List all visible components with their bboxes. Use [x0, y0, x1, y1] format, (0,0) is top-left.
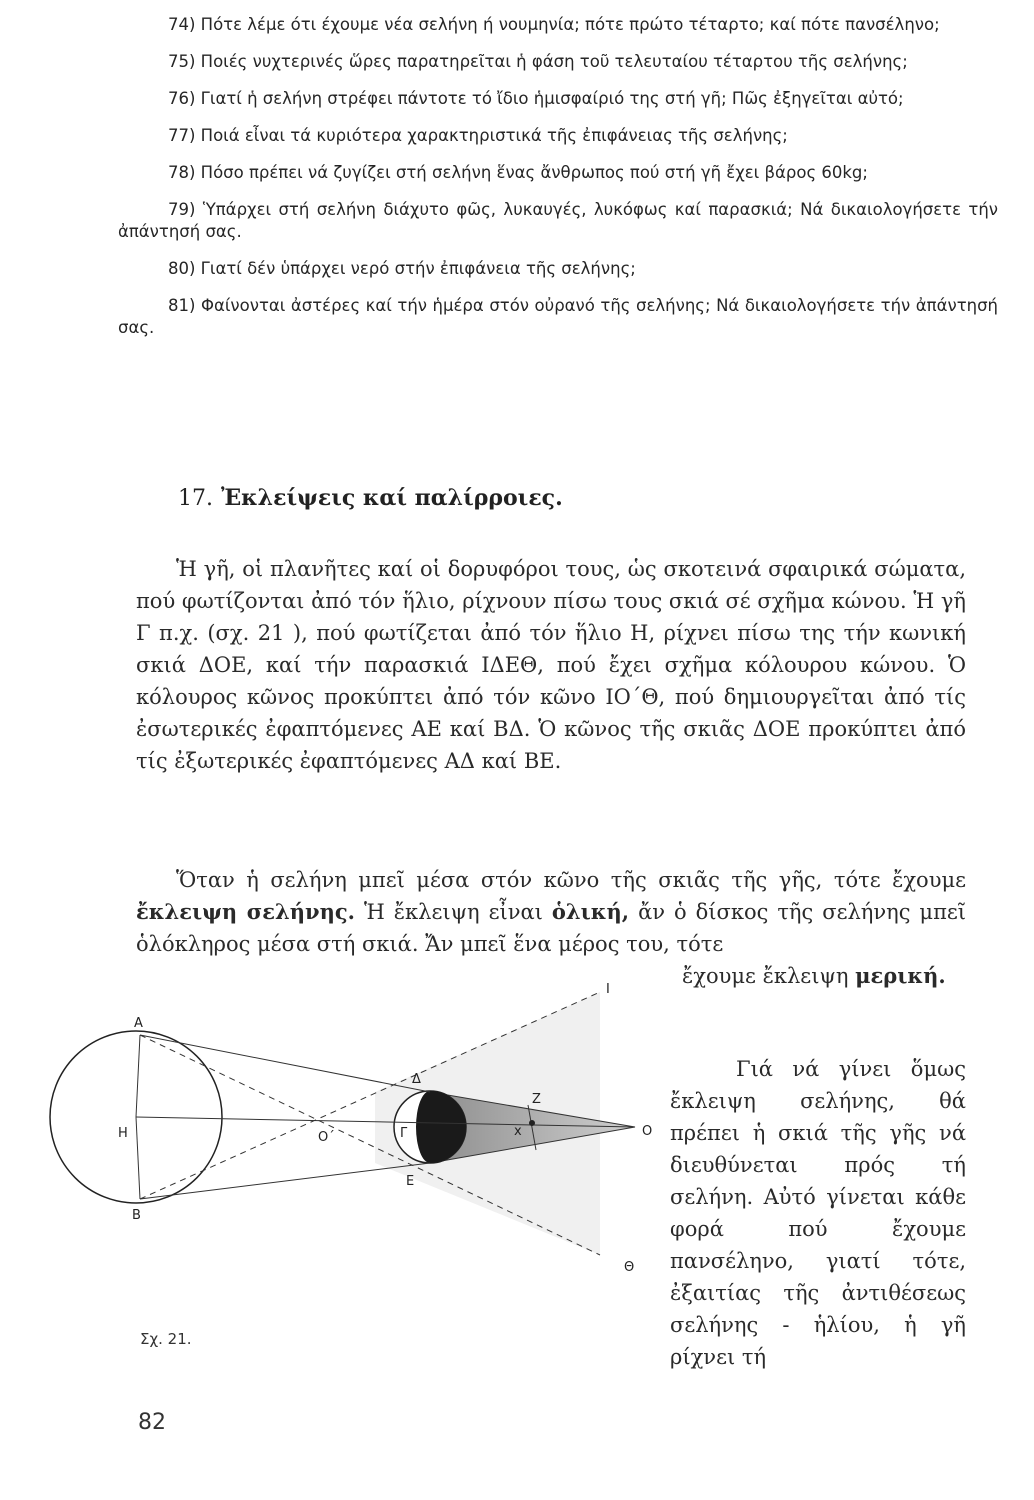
review-questions	[118, 14, 998, 354]
bold-term-lunar-eclipse: ἔκλειψη σελήνης.	[136, 899, 355, 924]
question-77: 77) Ποιά εἶναι τά κυριότερα χαρακτηριστικά τῆς ἐπιφάνειας τῆς σελήνης;	[168, 126, 788, 145]
label-i: Ι	[606, 982, 610, 997]
label-o: O	[642, 1124, 653, 1139]
label-a: Α	[134, 1016, 143, 1031]
label-d: Δ	[412, 1072, 421, 1087]
sun-radius-b	[136, 1117, 140, 1199]
question-80: 80) Γιατί δέν ὑπάρχει νερό στήν ἐπιφάνεια τῆς σελήνης;	[168, 259, 636, 278]
figure-caption: Σχ. 21.	[140, 1330, 192, 1348]
section-number: 17.	[178, 486, 213, 511]
paragraph-eclipse-condition: Γιά νά γίνει ὅμως ἔκλειψη σελήνης, θά πρέπει ἡ σκιά τῆς γῆς νά διευθύνεται πρός τή σελήνη. Αὐτό γίνεται κάθε φορά πού ἔχουμε πανσέληνο, γιατί τότε, ἐξαιτίας τῆς ἀντιθέσεως σελήνης - ἡλίου, ἡ γῆ ρίχνει τή	[670, 1057, 966, 1369]
label-x: x	[514, 1124, 522, 1139]
question-78: 78) Πόσο πρέπει νά ζυγίζει στή σελήνη ἕνας ἄνθρωπος πού στή γῆ ἔχει βάρος 60kg;	[168, 163, 868, 182]
tangent-be	[140, 1163, 430, 1199]
paragraph-text: Ἡ ἔκλειψη εἶναι	[354, 900, 552, 924]
sun-radius-a	[136, 1035, 140, 1117]
question-79: 79) Ὑπάρχει στή σελήνη διάχυτο φῶς, λυκαυγές, λυκόφως καί παρασκιά; Νά δικαιολογήσετε τήν ἀπάντησή σας.	[118, 200, 998, 241]
label-b: Β	[132, 1208, 141, 1223]
label-th: Θ	[624, 1260, 635, 1275]
bold-term-total: ὁλική,	[551, 899, 630, 924]
section-title-text: Ἐκλείψεις καί παλίρροιες.	[221, 485, 563, 511]
question-76: 76) Γιατί ἡ σελήνη στρέφει πάντοτε τό ἴδιο ἡμισφαίριό της στή γῆ; Πῶς ἐξηγεῖται αὐτό;	[168, 89, 904, 108]
question-81: 81) Φαίνονται ἀστέρες καί τήν ἡμέρα στόν οὐρανό τῆς σελήνης; Νά δικαιολογήσετε τήν ἀπάντησή σας.	[118, 296, 998, 337]
label-g: Γ	[400, 1126, 408, 1141]
label-z: Z	[532, 1092, 541, 1107]
bold-term-partial: μερική.	[855, 963, 946, 988]
moon-dot	[529, 1120, 535, 1126]
page-number: 82	[138, 1410, 166, 1435]
paragraph-text: Ὅταν ἡ σελήνη μπεῖ μέσα στόν κῶνο τῆς σκιᾶς τῆς γῆς, τότε ἔχουμε	[176, 868, 966, 892]
section-heading	[178, 485, 563, 511]
paragraph-shadow-cones: Ἡ γῆ, οἱ πλανῆτες καί οἱ δορυφόροι τους, ὡς σκοτεινά σφαιρικά σώματα, πού φωτίζονται ἀπό τόν ἥλιο, ρίχνουν πίσω τους σκιά σέ σχῆμα κώνου. Ἡ γῆ Γ π.χ. (σχ. 21 ), πού φωτίζεται ἀπό τόν ἥλιο Η, ρίχνει πίσω της τήν κωνική σκιά ΔΟΕ, καί τήν παρασκιά ΙΔΕΘ, πού ἔχει σχῆμα κόλουρου κώνου. Ὁ κόλουρος κῶνος προκύπτει ἀπό τόν κῶνο ΙΟ΄Θ, πού δημιουργεῖται ἀπό τίς ἐσωτερικές ἐφαπτόμενες ΑΕ καί ΒΔ. Ὁ κῶνος τῆς σκιᾶς ΔΟΕ προκύπτει ἀπό τίς ἐξωτερικές ἐφαπτόμενες ΑΔ καί ΒΕ.	[136, 557, 966, 773]
eclipse-diagram	[40, 975, 660, 1315]
label-h: Η	[118, 1126, 128, 1141]
paragraph-text: ἄν ὁ δίσκος τῆς σελήνης μπεῖ ὁλόκληρος μέσα στή σκιά. Ἄν μπεῖ ἕνα μέρος του, τότε	[136, 900, 966, 956]
paragraph-lunar-eclipse	[136, 864, 966, 992]
question-74: 74) Πότε λέμε ότι έχουμε νέα σελήνη ή νουμηνία; πότε πρώτο τέταρτο; καί πότε πανσέληνο;	[168, 15, 940, 34]
label-e: Ε	[406, 1174, 415, 1189]
label-o-prime: O΄	[318, 1130, 335, 1145]
tangent-ad	[140, 1035, 430, 1092]
paragraph-text: ἔχουμε ἔκλειψη	[682, 964, 856, 988]
question-75: 75) Ποιές νυχτερινές ὥρες παρατηρεῖται ἡ φάση τοῦ τελευταίου τέταρτου τῆς σελήνης;	[168, 52, 908, 71]
